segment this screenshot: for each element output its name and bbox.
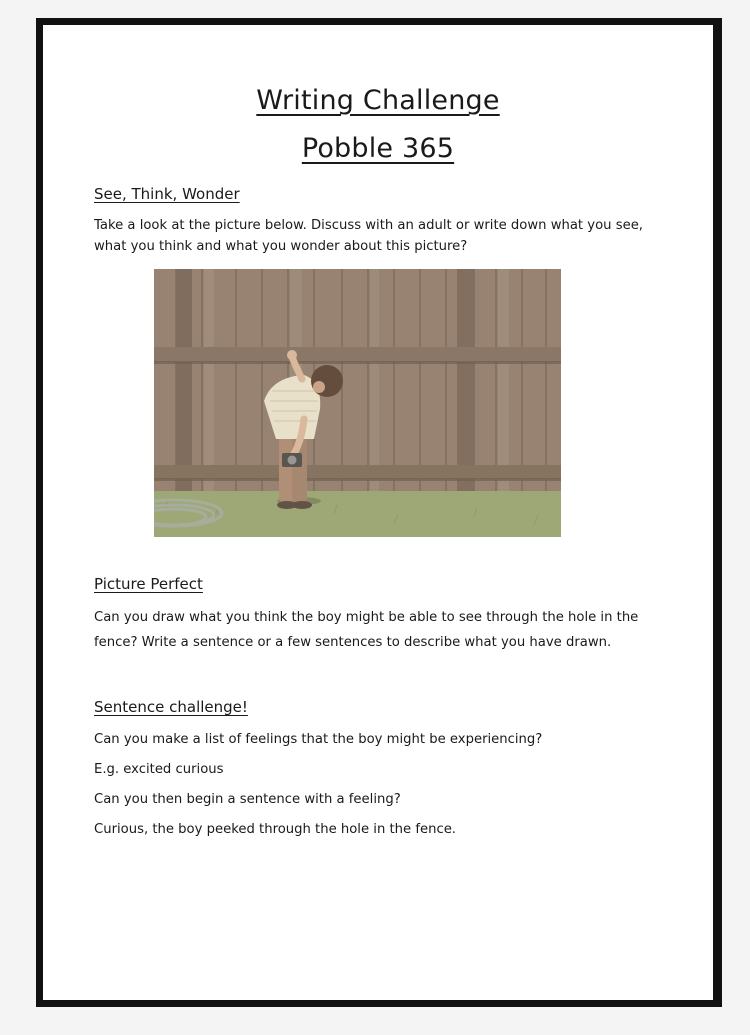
sentence-challenge-line: E.g. excited curious xyxy=(94,762,224,777)
picture-perfect-text: Can you draw what you think the boy might be able to see through the hole in the fence? Write a sentence or a few sentences to describe what you have drawn. xyxy=(94,610,639,650)
page-title: Writing Challenge xyxy=(256,85,500,116)
picture-perfect-heading: Picture Perfect xyxy=(94,575,203,593)
sentence-challenge-line: Can you make a list of feelings that the boy might be experiencing? xyxy=(94,732,543,747)
sentence-challenge-line: Can you then begin a sentence with a feeling? xyxy=(94,792,401,807)
boy-at-fence-photo xyxy=(154,269,561,537)
see-think-wonder-heading: See, Think, Wonder xyxy=(94,185,240,203)
page-subtitle: Pobble 365 xyxy=(301,133,455,164)
see-think-wonder-text: Take a look at the picture below. Discuss with an adult or write down what you see, what you think and what you wonder about this picture? xyxy=(94,218,644,254)
sentence-challenge-line: Curious, the boy peeked through the hole in the fence. xyxy=(94,822,456,837)
sentence-challenge-heading: Sentence challenge! xyxy=(94,698,248,716)
worksheet-frame xyxy=(36,18,722,1007)
